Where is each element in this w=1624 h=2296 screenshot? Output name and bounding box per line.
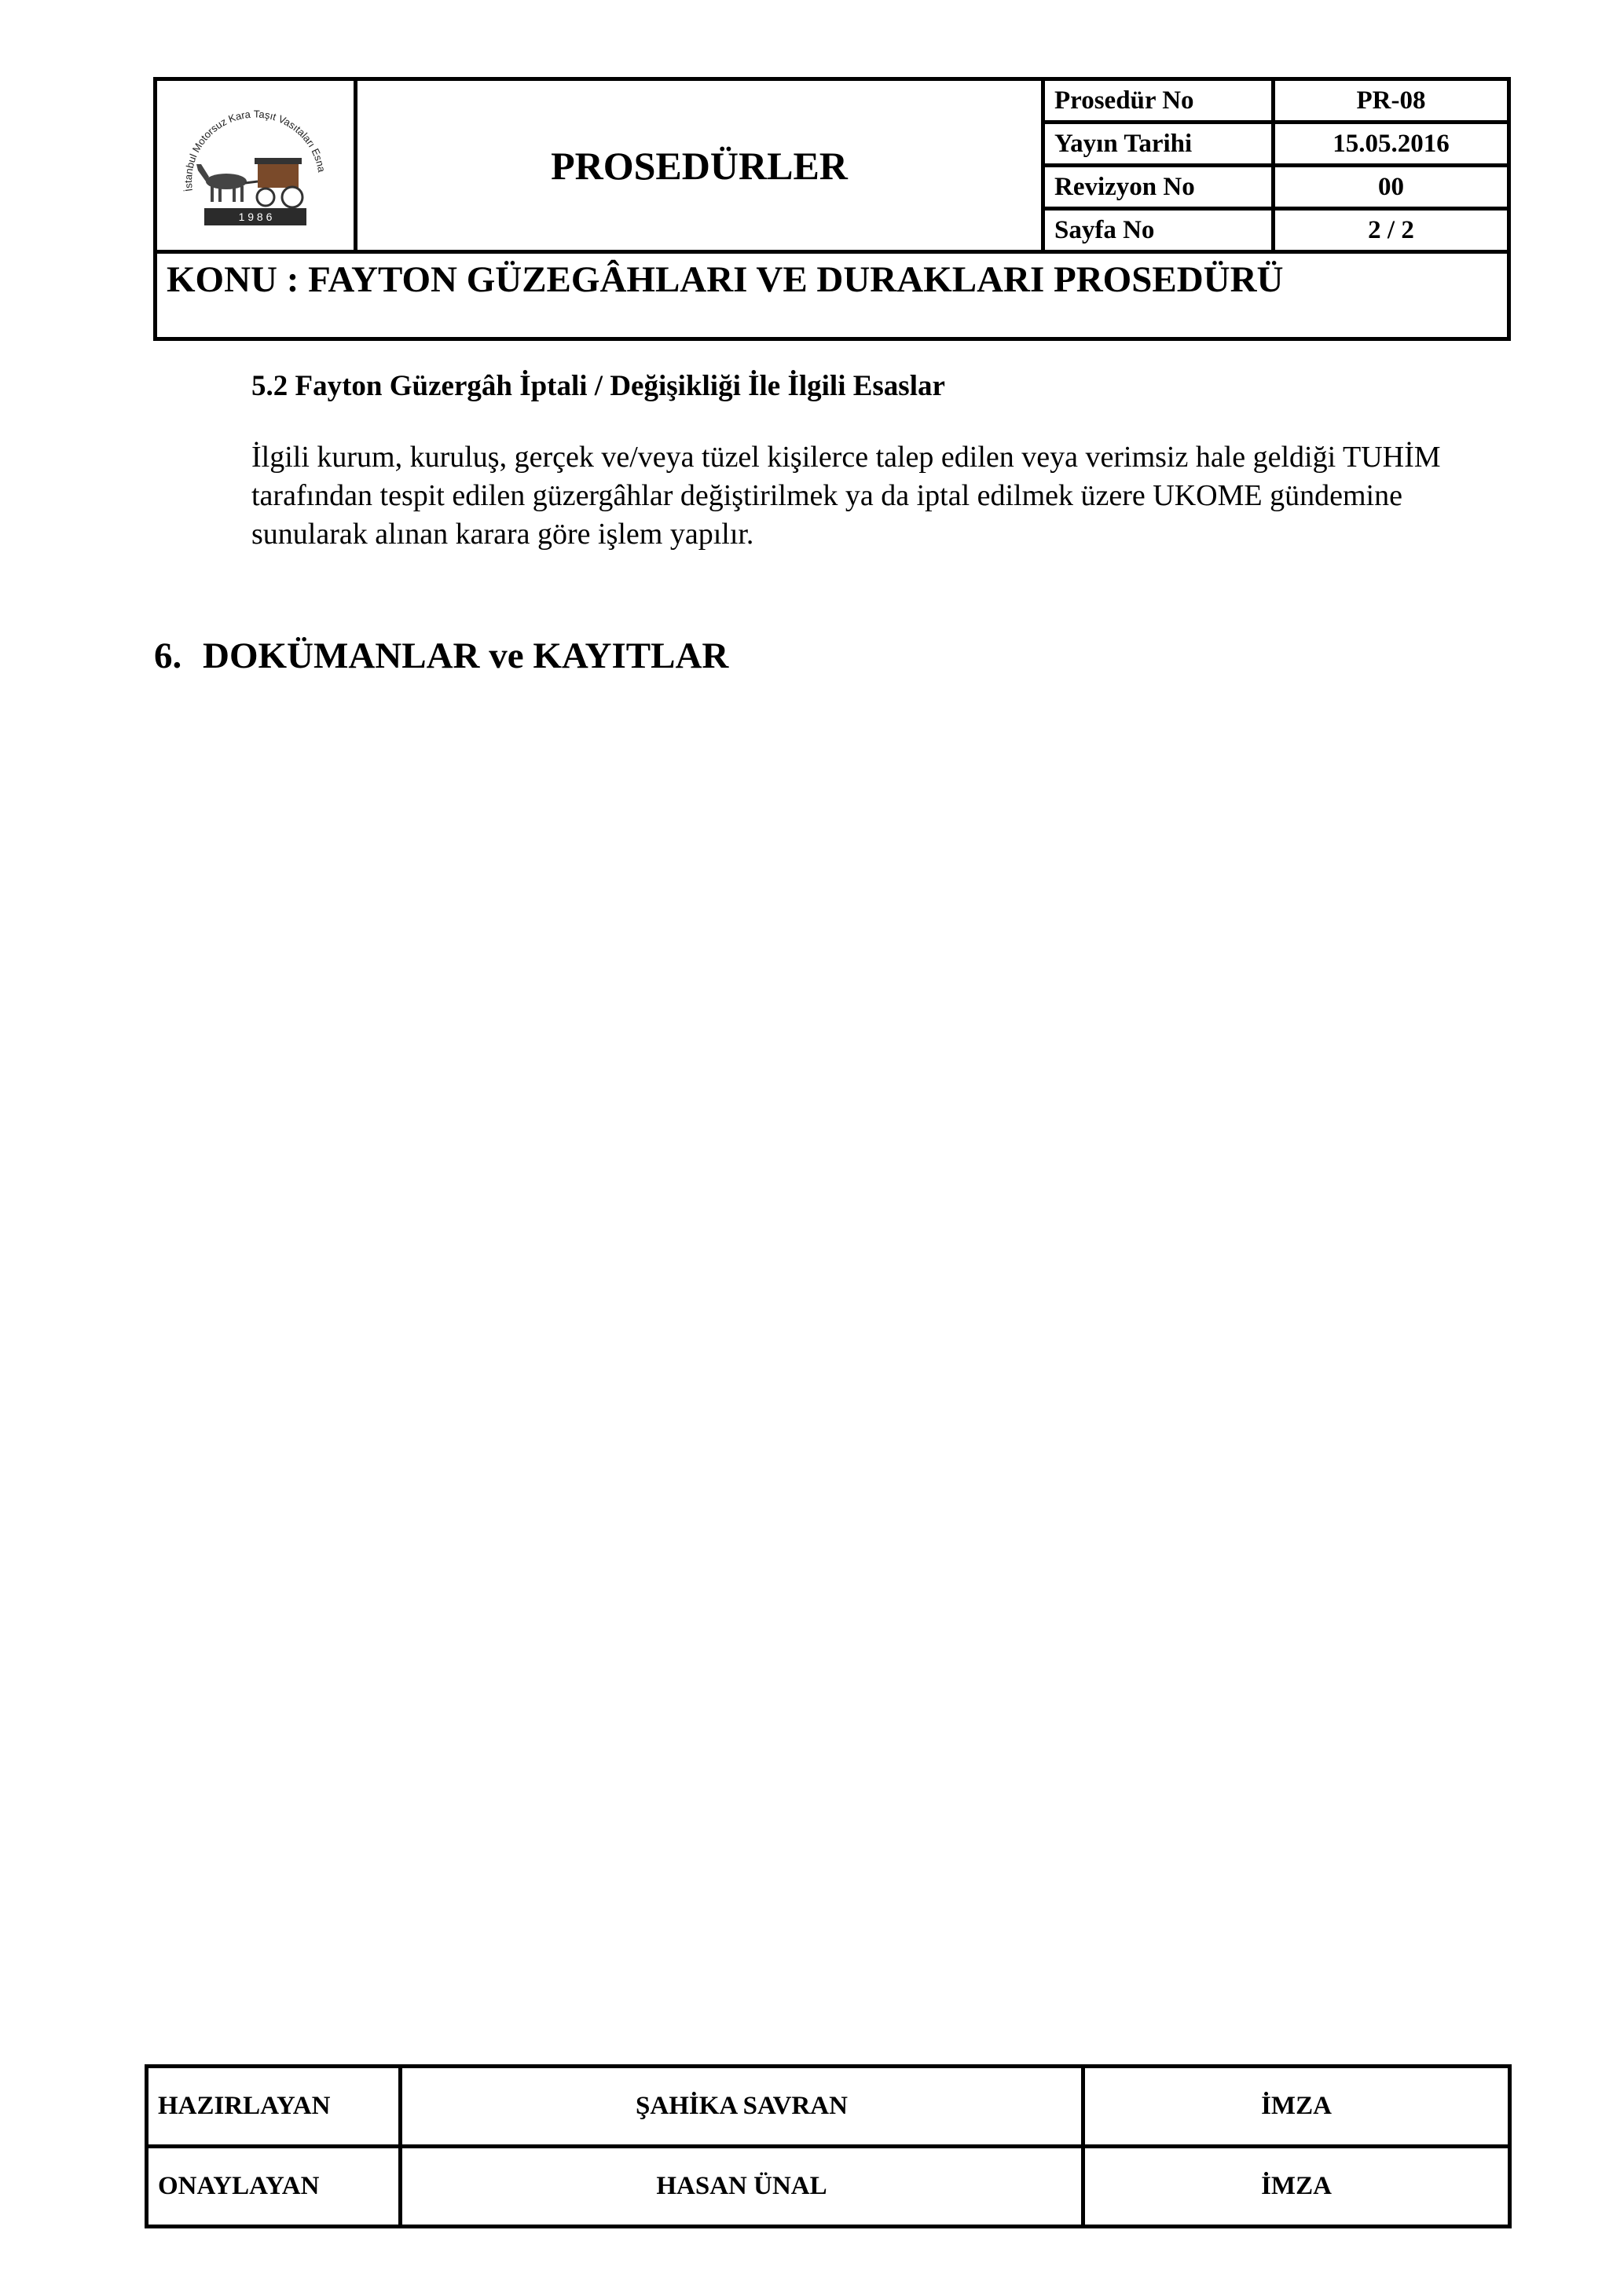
svg-text:İstanbul Motorsuz Kara Taşıt V [173, 89, 328, 192]
meta-value-page-no: 2 / 2 [1274, 209, 1509, 252]
section-5-2-heading: 5.2 Fayton Güzergâh İptali / Değişikliği İle İlgili Esaslar [251, 370, 945, 402]
role-approved: ONAYLAYAN [147, 2147, 401, 2227]
section-5-2-paragraph: İlgili kurum, kuruluş, gerçek ve/veya tüzel kişilerce talep edilen veya verimsiz hale geldiği TUHİM tarafından tespit edilen güzergâhlar değiştirilmek ya da iptal edilmek üzere UKOME gündemine sunularak alınan karara göre işlem yapılır. [251, 441, 1441, 551]
logo-year: 1 9 8 6 [238, 211, 273, 223]
approval-table [145, 2064, 1512, 2228]
section-6-number: 6. [154, 635, 182, 676]
signature-prepared: İMZA [1083, 2067, 1510, 2147]
meta-label-procedure-no: Prosedür No [1043, 79, 1274, 123]
meta-value-publish-date: 15.05.2016 [1274, 123, 1509, 166]
approval-row [147, 2147, 1510, 2227]
meta-label-page-no: Sayfa No [1043, 209, 1274, 252]
carriage-icon [245, 158, 302, 207]
meta-value-revision-no: 00 [1274, 166, 1509, 209]
logo-cell [156, 79, 356, 252]
section-6-title: DOKÜMANLAR ve KAYITLAR [203, 635, 729, 676]
meta-label-revision-no: Revizyon No [1043, 166, 1274, 209]
page-title: PROSEDÜRLER [356, 79, 1043, 252]
signature-approved: İMZA [1083, 2147, 1510, 2227]
meta-label-publish-date: Yayın Tarihi [1043, 123, 1274, 166]
subject-line: KONU : FAYTON GÜZEGÂHLARI VE DURAKLARI PROSEDÜRÜ [156, 252, 1509, 339]
header-table [153, 77, 1511, 341]
name-approved: HASAN ÜNAL [401, 2147, 1083, 2227]
logo-arc-text: İstanbul Motorsuz Kara Taşıt Vasıtaları Esna [181, 108, 328, 192]
horse-icon [196, 164, 247, 202]
role-prepared: HAZIRLAYAN [147, 2067, 401, 2147]
meta-value-procedure-no: PR-08 [1274, 79, 1509, 123]
section-6-heading [154, 635, 728, 677]
approval-row [147, 2067, 1510, 2147]
name-prepared: ŞAHİKA SAVRAN [401, 2067, 1083, 2147]
chamber-logo [173, 89, 338, 238]
